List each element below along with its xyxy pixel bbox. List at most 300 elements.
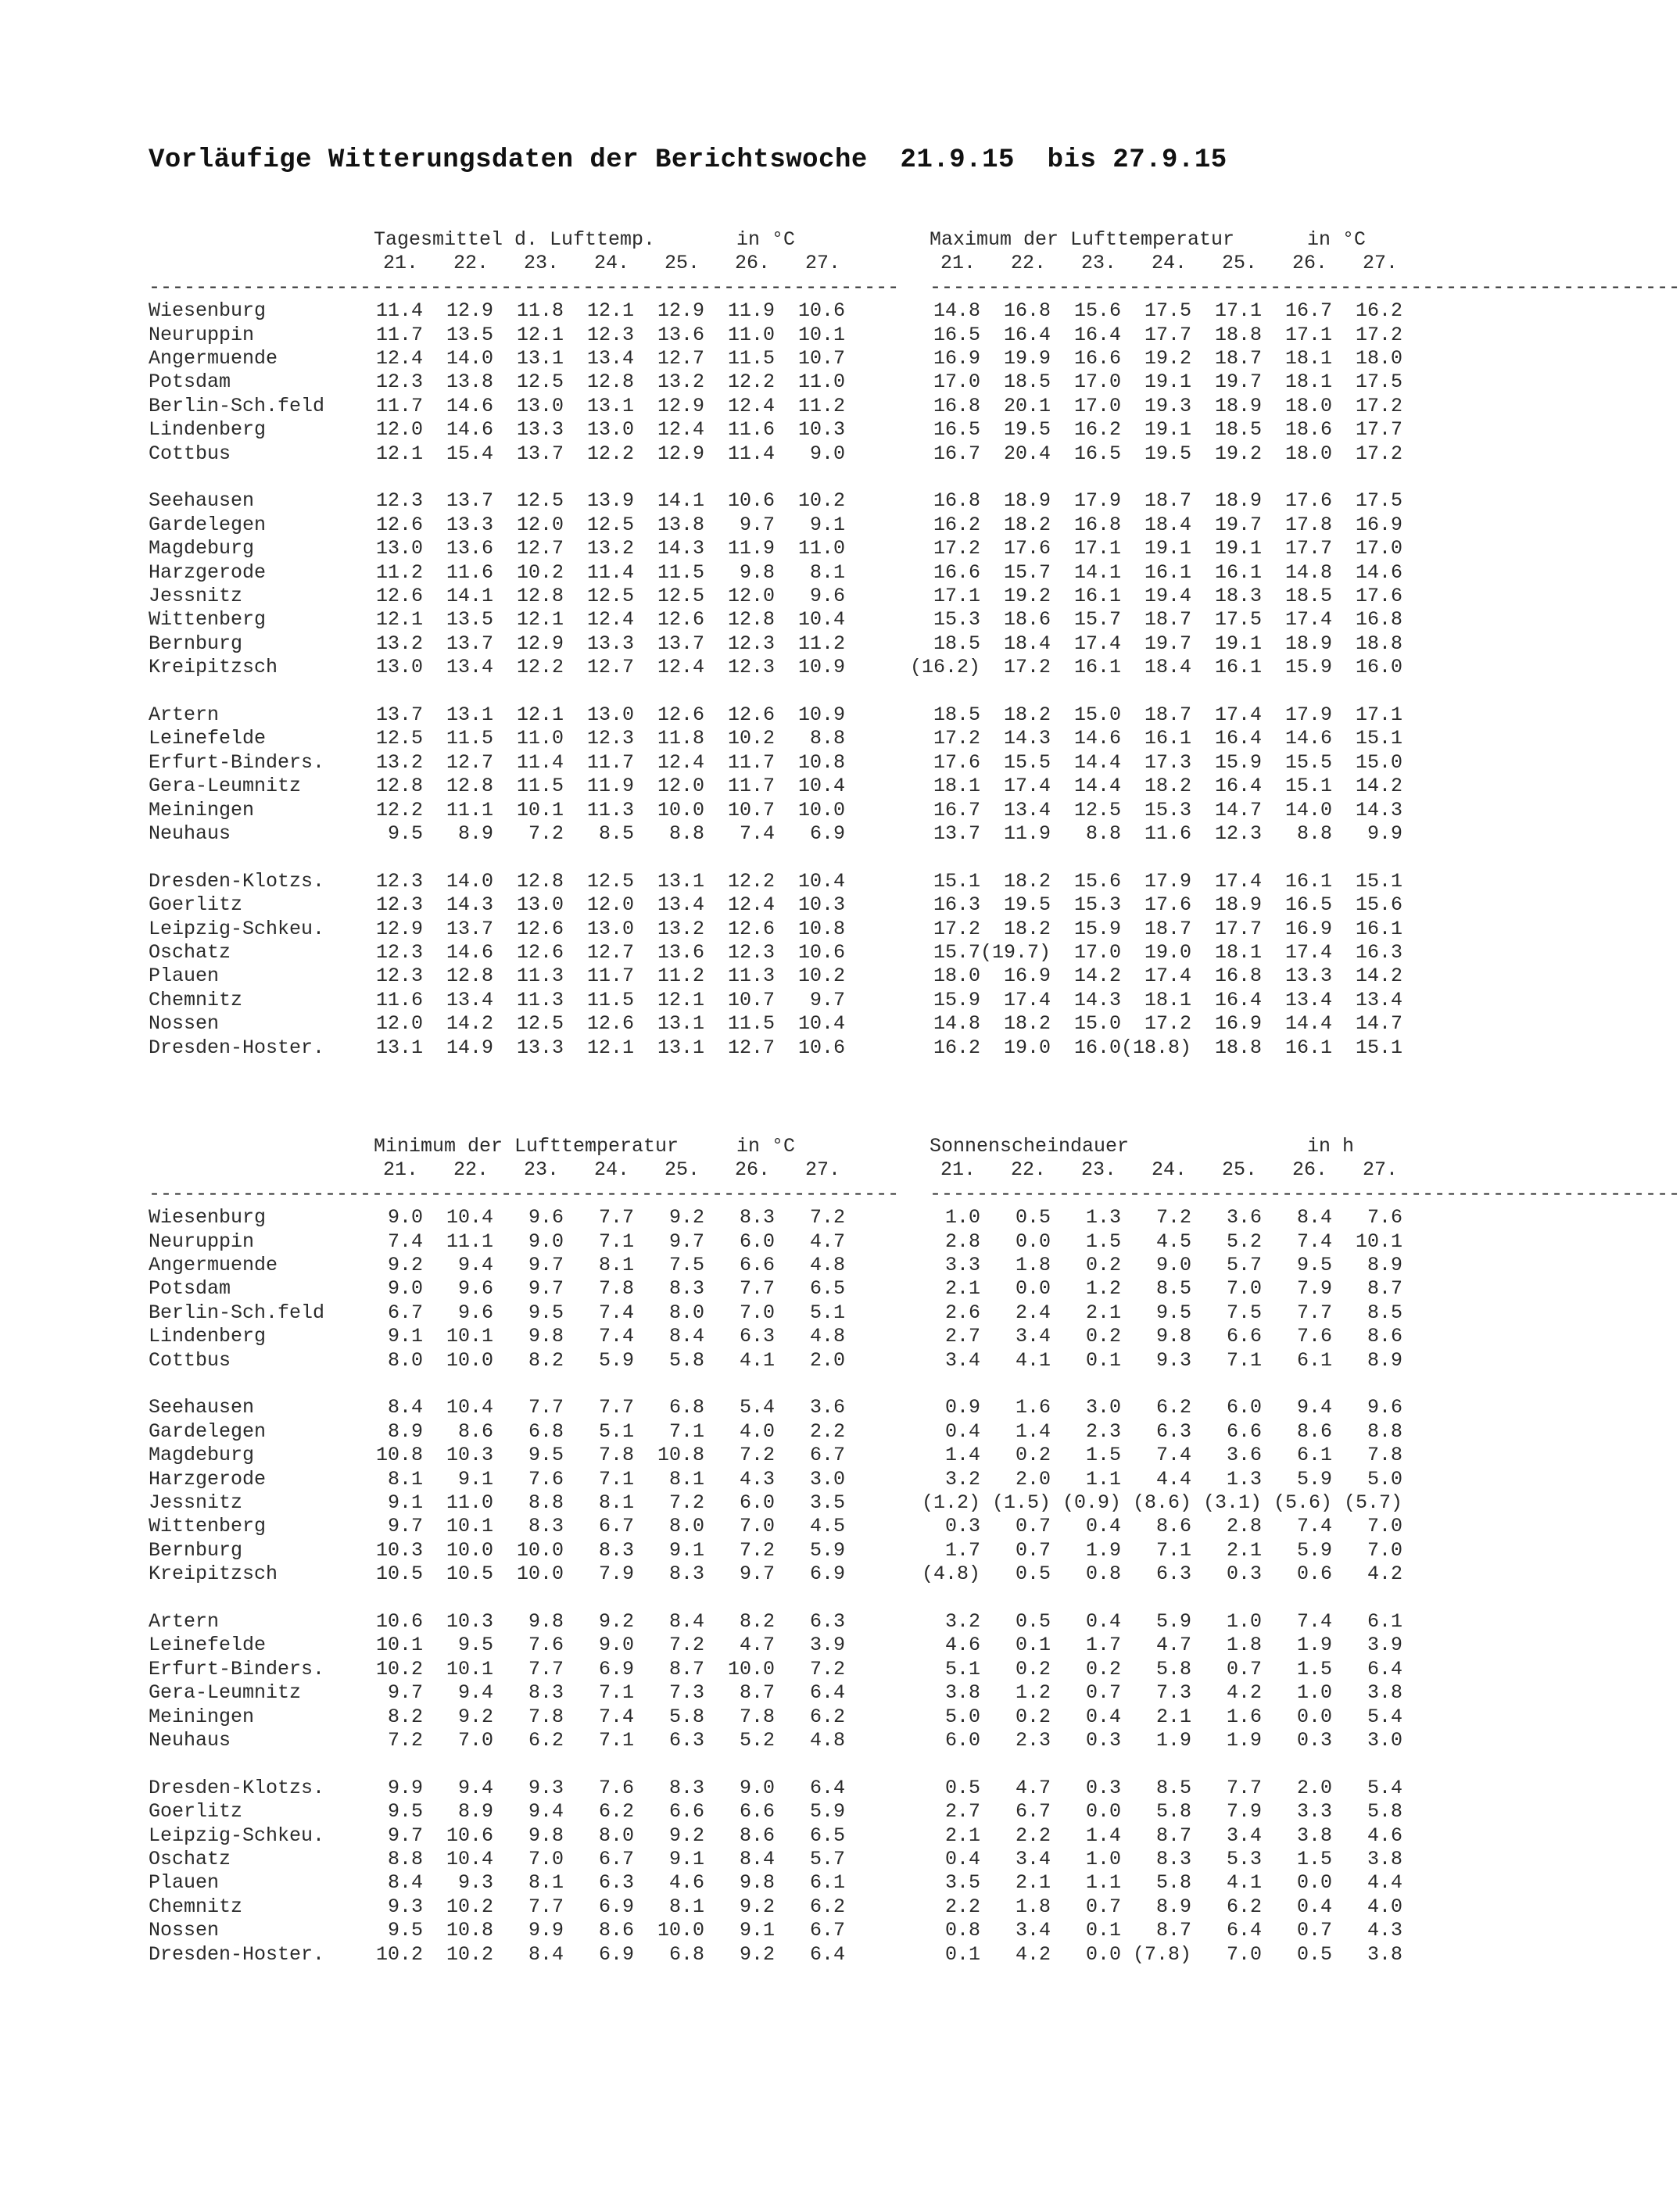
- sunshine-value: 0.8: [1085, 1562, 1121, 1586]
- max_temp-value: 17.6: [1003, 537, 1051, 560]
- max_temp-value: 17.5: [1355, 489, 1402, 513]
- mean_temp-value: 9.1: [809, 513, 845, 536]
- max_temp-value: 18.6: [1003, 608, 1051, 632]
- min_temp-value: 10.6: [375, 1610, 423, 1633]
- min_temp-value: 6.9: [809, 1562, 845, 1586]
- mean_temp-value: 11.7: [727, 775, 775, 798]
- table-row: [0, 1824, 1564, 1848]
- table-row: [0, 324, 1564, 347]
- mean_temp-value: 13.0: [375, 537, 423, 560]
- mean_temp-value: 11.6: [446, 560, 493, 584]
- max_temp-value: 15.9: [1073, 917, 1121, 940]
- max_temp-value: 15.9: [933, 988, 980, 1011]
- sunshine-value: 7.4: [1296, 1515, 1332, 1538]
- min_temp-value: 4.1: [739, 1348, 775, 1372]
- mean_temp-value: 12.8: [586, 370, 634, 394]
- station-name: Neuhaus: [149, 1729, 231, 1752]
- min_temp-value: 6.7: [809, 1444, 845, 1467]
- sunshine-value: 8.6: [1296, 1419, 1332, 1443]
- sunshine-value: 4.1: [1015, 1348, 1051, 1372]
- max_temp-value: 16.9: [933, 347, 980, 370]
- max_temp-value: 13.7: [933, 822, 980, 845]
- sunshine-day-header: 22.: [1010, 1158, 1046, 1182]
- min_temp-value: 9.5: [528, 1301, 564, 1324]
- sunshine-value: 8.7: [1367, 1277, 1402, 1301]
- sunshine-value: (1.5): [991, 1491, 1051, 1514]
- mean_temp-value: 10.2: [727, 727, 775, 750]
- min_temp-value: 8.1: [598, 1254, 634, 1276]
- sunshine-value: 7.9: [1296, 1277, 1332, 1301]
- mean_temp-value: 14.9: [446, 1036, 493, 1059]
- min_temp-value: 4.8: [809, 1729, 845, 1752]
- max_temp-value: 15.6: [1355, 893, 1402, 917]
- station-name: Nossen: [149, 1919, 220, 1942]
- station-name: Dresden-Klotzs.: [149, 1776, 325, 1799]
- sunshine-value: 7.0: [1226, 1277, 1262, 1301]
- sunshine-value: 7.3: [1155, 1681, 1191, 1705]
- min_temp-value: 6.5: [809, 1824, 845, 1847]
- sunshine-value: 5.3: [1226, 1848, 1262, 1870]
- mean_temp-value: 10.1: [516, 798, 564, 821]
- max_temp-value: 19.5: [1144, 442, 1191, 465]
- max_temp-value: 16.9: [1355, 513, 1402, 536]
- mean_temp-day-header: 26.: [734, 252, 770, 275]
- table-row: [0, 893, 1564, 917]
- max_temp-value: 16.8: [1003, 299, 1051, 323]
- min_temp-value: 6.3: [598, 1871, 634, 1895]
- mean_temp-value: 11.5: [586, 988, 634, 1011]
- mean_temp-day-header: 22.: [453, 252, 489, 275]
- max_temp-value: 19.4: [1144, 585, 1191, 607]
- min_temp-value: 8.0: [668, 1301, 704, 1324]
- max_temp-value: 16.4: [1073, 323, 1121, 346]
- mean_temp-value: 12.7: [727, 1036, 775, 1059]
- max_temp-value: 13.4: [1284, 988, 1332, 1011]
- min_temp-value: 9.2: [739, 1942, 775, 1966]
- max_temp-value: (19.7): [980, 941, 1051, 964]
- station-name: Bernburg: [149, 632, 243, 655]
- mean_temp-value: 11.2: [657, 965, 704, 988]
- mean_temp-value: 14.1: [446, 585, 493, 607]
- station-name: Leipzig-Schkeu.: [149, 917, 325, 940]
- sunshine-value: 8.7: [1155, 1919, 1191, 1942]
- max_temp-value: 17.5: [1355, 370, 1402, 394]
- max_temp-value: 15.5: [1284, 750, 1332, 774]
- min_temp-value: 7.2: [809, 1206, 845, 1229]
- max_temp-value: 18.8: [1214, 323, 1262, 346]
- sunshine-value: 1.3: [1226, 1467, 1262, 1491]
- sunshine-value: 8.4: [1296, 1206, 1332, 1229]
- station-name: Seehausen: [149, 489, 255, 513]
- min_temp-value: 3.5: [809, 1491, 845, 1514]
- sunshine-value: 7.1: [1155, 1538, 1191, 1562]
- min_temp-value: 7.2: [739, 1538, 775, 1562]
- min_temp-value: 9.1: [387, 1491, 423, 1514]
- sunshine-value: 3.8: [1367, 1848, 1402, 1870]
- mean_temp-value: 13.0: [586, 418, 634, 442]
- max_temp-value: 18.9: [1214, 893, 1262, 917]
- mean_temp-value: 11.4: [375, 299, 423, 323]
- min_temp-value: 7.8: [598, 1444, 634, 1467]
- station-name: Gardelegen: [149, 513, 267, 536]
- mean_temp-value: 12.9: [657, 442, 704, 465]
- sunshine-value: 4.0: [1367, 1895, 1402, 1918]
- max_temp-value: 14.6: [1355, 560, 1402, 584]
- sunshine-value: 0.0: [1296, 1705, 1332, 1728]
- min_temp-value: 10.1: [446, 1657, 493, 1680]
- sunshine-value: 5.9: [1296, 1538, 1332, 1562]
- sunshine-value: 0.4: [944, 1848, 980, 1870]
- sunshine-value: 0.5: [1015, 1206, 1051, 1229]
- station-name: Jessnitz: [149, 1491, 243, 1514]
- sunshine-value: 3.8: [1296, 1824, 1332, 1847]
- min_temp-value: 9.1: [668, 1848, 704, 1870]
- sunshine-value: 1.2: [1015, 1681, 1051, 1705]
- max_temp-value: 16.0: [1355, 656, 1402, 679]
- min_temp-value: 3.6: [809, 1396, 845, 1419]
- mean_temp-value: 11.4: [516, 750, 564, 774]
- max_temp-value: 19.3: [1144, 394, 1191, 417]
- min_temp-value: 9.0: [387, 1206, 423, 1229]
- station-name: Meiningen: [149, 798, 255, 821]
- sunshine-value: 0.5: [1015, 1610, 1051, 1633]
- min_temp-value: 2.2: [809, 1419, 845, 1443]
- sunshine-value: 2.8: [944, 1229, 980, 1253]
- mean_temp-value: 13.4: [446, 988, 493, 1011]
- max_temp-value: 18.2: [1003, 869, 1051, 893]
- min_temp-value: 9.0: [387, 1277, 423, 1301]
- sunshine-value: 1.8: [1015, 1254, 1051, 1276]
- max_temp-value: 14.8: [933, 299, 980, 323]
- min_temp-value: 9.0: [739, 1776, 775, 1799]
- min_temp-value: 4.7: [739, 1634, 775, 1657]
- min_temp-value: 7.8: [739, 1705, 775, 1728]
- mean_temp-value: 12.4: [727, 394, 775, 417]
- max_temp-value: 18.9: [1003, 489, 1051, 513]
- mean_temp-value: 12.4: [727, 893, 775, 917]
- sunshine-value: 8.5: [1367, 1301, 1402, 1324]
- min_temp-value: 9.8: [739, 1871, 775, 1895]
- min_temp-value: 5.7: [809, 1848, 845, 1870]
- max_temp-value: 16.7: [1284, 299, 1332, 323]
- min_temp-value: 7.1: [598, 1729, 634, 1752]
- min_temp-value: 9.2: [668, 1206, 704, 1229]
- min_temp-value: 9.8: [528, 1824, 564, 1847]
- mean_temp-value: 10.2: [797, 965, 845, 988]
- max_temp-value: 18.7: [1144, 703, 1191, 726]
- max_temp-value: 17.1: [1073, 537, 1121, 560]
- mean_temp-value: 11.2: [797, 632, 845, 655]
- sunshine-value: 9.6: [1367, 1396, 1402, 1419]
- min_temp-value: 8.9: [387, 1419, 423, 1443]
- max_temp-value: 17.9: [1144, 869, 1191, 893]
- sunshine-value: 1.9: [1085, 1538, 1121, 1562]
- sunshine-day-header: 27.: [1362, 1158, 1398, 1182]
- min_temp-value: 4.8: [809, 1325, 845, 1348]
- mean_temp-value: 14.0: [446, 347, 493, 370]
- sunshine-value: 1.1: [1085, 1467, 1121, 1491]
- min_temp-value: 6.8: [528, 1419, 564, 1443]
- station-name: Neuruppin: [149, 1229, 255, 1253]
- sunshine-value: 6.1: [1367, 1610, 1402, 1633]
- sunshine-value: 2.3: [1085, 1419, 1121, 1443]
- min_temp-value: 6.9: [598, 1942, 634, 1966]
- mean_temp-value: 13.4: [657, 893, 704, 917]
- table-row: [0, 918, 1564, 941]
- station-name: Cottbus: [149, 1348, 231, 1372]
- sunshine-value: 0.2: [1085, 1254, 1121, 1276]
- max_temp-value: 18.8: [1355, 632, 1402, 655]
- sunshine-value: 2.2: [1015, 1824, 1051, 1847]
- max_temp-value: 16.3: [933, 893, 980, 917]
- sunshine-value: 0.3: [944, 1515, 980, 1538]
- sunshine-value: 0.5: [1296, 1942, 1332, 1966]
- station-name: Lindenberg: [149, 418, 267, 442]
- min_temp-value: 10.3: [446, 1444, 493, 1467]
- table-row: [0, 870, 1564, 893]
- sunshine-day-header: 26.: [1291, 1158, 1327, 1182]
- table-row: [0, 1491, 1564, 1515]
- station-name: Erfurt-Binders.: [149, 1657, 325, 1680]
- max_temp-title: Maximum der Lufttemperatur: [930, 228, 1235, 251]
- sunshine-value: 3.3: [944, 1254, 980, 1276]
- sunshine-value: 4.6: [944, 1634, 980, 1657]
- max_temp-value: 16.6: [933, 560, 980, 584]
- mean_temp-value: 12.1: [375, 442, 423, 465]
- min_temp-value: 7.0: [739, 1301, 775, 1324]
- sunshine-value: 2.0: [1015, 1467, 1051, 1491]
- sunshine-value: 2.8: [1226, 1515, 1262, 1538]
- min_temp-value: 7.7: [598, 1206, 634, 1229]
- max_temp-value: 14.3: [1003, 727, 1051, 750]
- sunshine-value: 3.8: [1367, 1942, 1402, 1966]
- mean_temp-value: 12.9: [446, 299, 493, 323]
- min_temp-value: 5.4: [739, 1396, 775, 1419]
- max_temp-value: 17.2: [1355, 323, 1402, 346]
- sunshine-value: 2.3: [1015, 1729, 1051, 1752]
- max_temp-value: 15.1: [1355, 1036, 1402, 1059]
- min_temp-value: 6.3: [739, 1325, 775, 1348]
- mean_temp-value: 12.7: [586, 941, 634, 964]
- sunshine-value: 1.9: [1296, 1634, 1332, 1657]
- sunshine-value: (0.9): [1062, 1491, 1121, 1514]
- divider: ----------------------------------------------------------------: [930, 1182, 1680, 1205]
- mean_temp-value: 12.3: [727, 656, 775, 679]
- sunshine-value: 9.4: [1296, 1396, 1332, 1419]
- sunshine-value: 0.2: [1015, 1705, 1051, 1728]
- max_temp-value: 16.4: [1214, 775, 1262, 798]
- max_temp-value: 17.9: [1284, 703, 1332, 726]
- mean_temp-value: 10.0: [797, 798, 845, 821]
- min_temp-value: 10.1: [446, 1515, 493, 1538]
- min_temp-day-header: 22.: [453, 1158, 489, 1182]
- mean_temp-value: 10.3: [797, 893, 845, 917]
- min_temp-value: 7.8: [528, 1705, 564, 1728]
- max_temp-value: 17.8: [1284, 513, 1332, 536]
- max_temp-value: 14.8: [933, 1012, 980, 1036]
- sunshine-value: 2.1: [1226, 1538, 1262, 1562]
- max_temp-day-header: 22.: [1010, 252, 1046, 275]
- mean_temp-value: 12.9: [375, 917, 423, 940]
- mean_temp-value: 11.0: [797, 370, 845, 394]
- min_temp-value: 10.4: [446, 1206, 493, 1229]
- mean_temp-day-header: 25.: [664, 252, 700, 275]
- min_temp-value: 10.3: [375, 1538, 423, 1562]
- sunshine-value: 0.7: [1226, 1657, 1262, 1680]
- max_temp-value: 19.1: [1144, 370, 1191, 394]
- min_temp-value: 8.1: [598, 1491, 634, 1514]
- table-row: [0, 537, 1564, 560]
- mean_temp-title: Tagesmittel d. Lufttemp.: [374, 228, 656, 251]
- mean_temp-value: 12.4: [657, 656, 704, 679]
- mean_temp-value: 10.9: [797, 656, 845, 679]
- min_temp-value: 7.0: [528, 1848, 564, 1870]
- max_temp-value: 15.5: [1003, 750, 1051, 774]
- max_temp-value: 19.2: [1003, 585, 1051, 607]
- sunshine-value: 4.6: [1367, 1824, 1402, 1847]
- sunshine-value: 1.4: [1085, 1824, 1121, 1847]
- min_temp-value: 9.3: [457, 1871, 493, 1895]
- mean_temp-value: 14.6: [446, 394, 493, 417]
- sunshine-value: 0.4: [944, 1419, 980, 1443]
- min_temp-value: 9.2: [387, 1254, 423, 1276]
- min_temp-value: 8.9: [457, 1800, 493, 1824]
- max_temp-value: 14.0: [1284, 798, 1332, 821]
- station-name: Dresden-Klotzs.: [149, 869, 325, 893]
- max_temp-value: 8.8: [1296, 822, 1332, 845]
- mean_temp-value: 15.4: [446, 442, 493, 465]
- min_temp-value: 8.6: [457, 1419, 493, 1443]
- sunshine-value: 0.0: [1085, 1800, 1121, 1824]
- sunshine-day-header: 23.: [1080, 1158, 1116, 1182]
- table-row: [0, 1706, 1564, 1729]
- mean_temp-value: 13.8: [446, 370, 493, 394]
- max_temp-value: 15.9: [1284, 656, 1332, 679]
- station-name: Wiesenburg: [149, 1206, 267, 1229]
- max_temp-value: 18.1: [1214, 941, 1262, 964]
- max_temp-value: 18.7: [1144, 489, 1191, 513]
- sunshine-value: 8.5: [1155, 1776, 1191, 1799]
- mean_temp-value: 13.1: [657, 1036, 704, 1059]
- sunshine-value: 9.3: [1155, 1348, 1191, 1372]
- sunshine-value: 4.2: [1226, 1681, 1262, 1705]
- mean_temp-value: 12.6: [516, 917, 564, 940]
- max_temp-value: 14.1: [1073, 560, 1121, 584]
- mean_temp-value: 12.7: [516, 537, 564, 560]
- mean_temp-value: 12.0: [375, 418, 423, 442]
- mean_temp-value: 10.4: [797, 1012, 845, 1036]
- max_temp-value: 17.7: [1214, 917, 1262, 940]
- table-row: [0, 1420, 1564, 1444]
- min_temp-value: 6.9: [598, 1657, 634, 1680]
- min_temp-value: 9.1: [387, 1325, 423, 1348]
- sunshine-value: 8.6: [1367, 1325, 1402, 1348]
- mean_temp-value: 9.7: [809, 988, 845, 1011]
- max_temp-value: 14.6: [1073, 727, 1121, 750]
- table-row: [0, 941, 1564, 965]
- sunshine-value: 6.2: [1226, 1895, 1262, 1918]
- mean_temp-unit: in °C: [736, 228, 796, 251]
- max_temp-value: 16.1: [1144, 560, 1191, 584]
- station-name: Goerlitz: [149, 1800, 243, 1824]
- table-row: [0, 1943, 1564, 1967]
- min_temp-value: 4.6: [668, 1871, 704, 1895]
- min_temp-value: 10.8: [657, 1444, 704, 1467]
- table-row: [0, 989, 1564, 1012]
- min_temp-value: 10.0: [516, 1538, 564, 1562]
- max_temp-value: 15.7: [933, 941, 980, 964]
- mean_temp-value: 13.8: [657, 513, 704, 536]
- max_temp-value: (16.2): [909, 656, 980, 679]
- sunshine-value: 6.1: [1296, 1348, 1332, 1372]
- sunshine-value: 3.4: [1015, 1919, 1051, 1942]
- station-name: Bernburg: [149, 1538, 243, 1562]
- max_temp-value: 16.7: [933, 798, 980, 821]
- min_temp-value: 7.1: [598, 1229, 634, 1253]
- mean_temp-value: 10.0: [657, 798, 704, 821]
- max_temp-value: 16.2: [933, 513, 980, 536]
- sunshine-value: 4.2: [1015, 1942, 1051, 1966]
- min_temp-title: Minimum der Lufttemperatur: [374, 1135, 679, 1158]
- min_temp-value: 6.0: [739, 1229, 775, 1253]
- sunshine-value: 0.3: [1085, 1776, 1121, 1799]
- min_temp-value: 9.0: [528, 1229, 564, 1253]
- mean_temp-value: 12.1: [516, 323, 564, 346]
- max_temp-value: 18.2: [1003, 513, 1051, 536]
- min_temp-value: 6.2: [598, 1800, 634, 1824]
- sunshine-value: 1.0: [944, 1206, 980, 1229]
- min_temp-value: 10.0: [446, 1538, 493, 1562]
- sunshine-value: 0.1: [1085, 1919, 1121, 1942]
- mean_temp-value: 12.3: [727, 632, 775, 655]
- max_temp-value: 18.4: [1003, 632, 1051, 655]
- sunshine-value: 0.4: [1085, 1515, 1121, 1538]
- max_temp-value: 18.5: [933, 703, 980, 726]
- table-row: [0, 1610, 1564, 1634]
- min_temp-value: 8.8: [387, 1848, 423, 1870]
- mean_temp-value: 12.9: [516, 632, 564, 655]
- sunshine-value: 2.1: [1085, 1301, 1121, 1324]
- min_temp-value: 7.6: [598, 1776, 634, 1799]
- sunshine-value: 7.0: [1367, 1538, 1402, 1562]
- min_temp-value: 9.4: [528, 1800, 564, 1824]
- mean_temp-value: 12.0: [586, 893, 634, 917]
- sunshine-value: 1.0: [1085, 1848, 1121, 1870]
- table-row: [0, 1539, 1564, 1562]
- max_temp-value: 14.3: [1073, 988, 1121, 1011]
- mean_temp-value: 12.1: [375, 608, 423, 632]
- min_temp-value: 8.1: [528, 1871, 564, 1895]
- station-name: Magdeburg: [149, 537, 255, 560]
- mean_temp-value: 13.6: [446, 537, 493, 560]
- min_temp-value: 6.2: [809, 1895, 845, 1918]
- mean_temp-value: 8.5: [598, 822, 634, 845]
- min_temp-value: 6.4: [809, 1942, 845, 1966]
- sunshine-value: 0.5: [944, 1776, 980, 1799]
- sunshine-value: 1.5: [1085, 1229, 1121, 1253]
- max_temp-value: 19.1: [1144, 418, 1191, 442]
- station-name: Artern: [149, 703, 220, 726]
- mean_temp-value: 11.7: [375, 323, 423, 346]
- min_temp-value: 10.1: [375, 1634, 423, 1657]
- station-name: Lindenberg: [149, 1325, 267, 1348]
- mean_temp-value: 12.6: [586, 1012, 634, 1036]
- sunshine-value: 5.7: [1226, 1254, 1262, 1276]
- min_temp-value: 9.1: [668, 1538, 704, 1562]
- sunshine-value: 1.1: [1085, 1871, 1121, 1895]
- table-row: [0, 1658, 1564, 1681]
- mean_temp-value: 12.8: [727, 608, 775, 632]
